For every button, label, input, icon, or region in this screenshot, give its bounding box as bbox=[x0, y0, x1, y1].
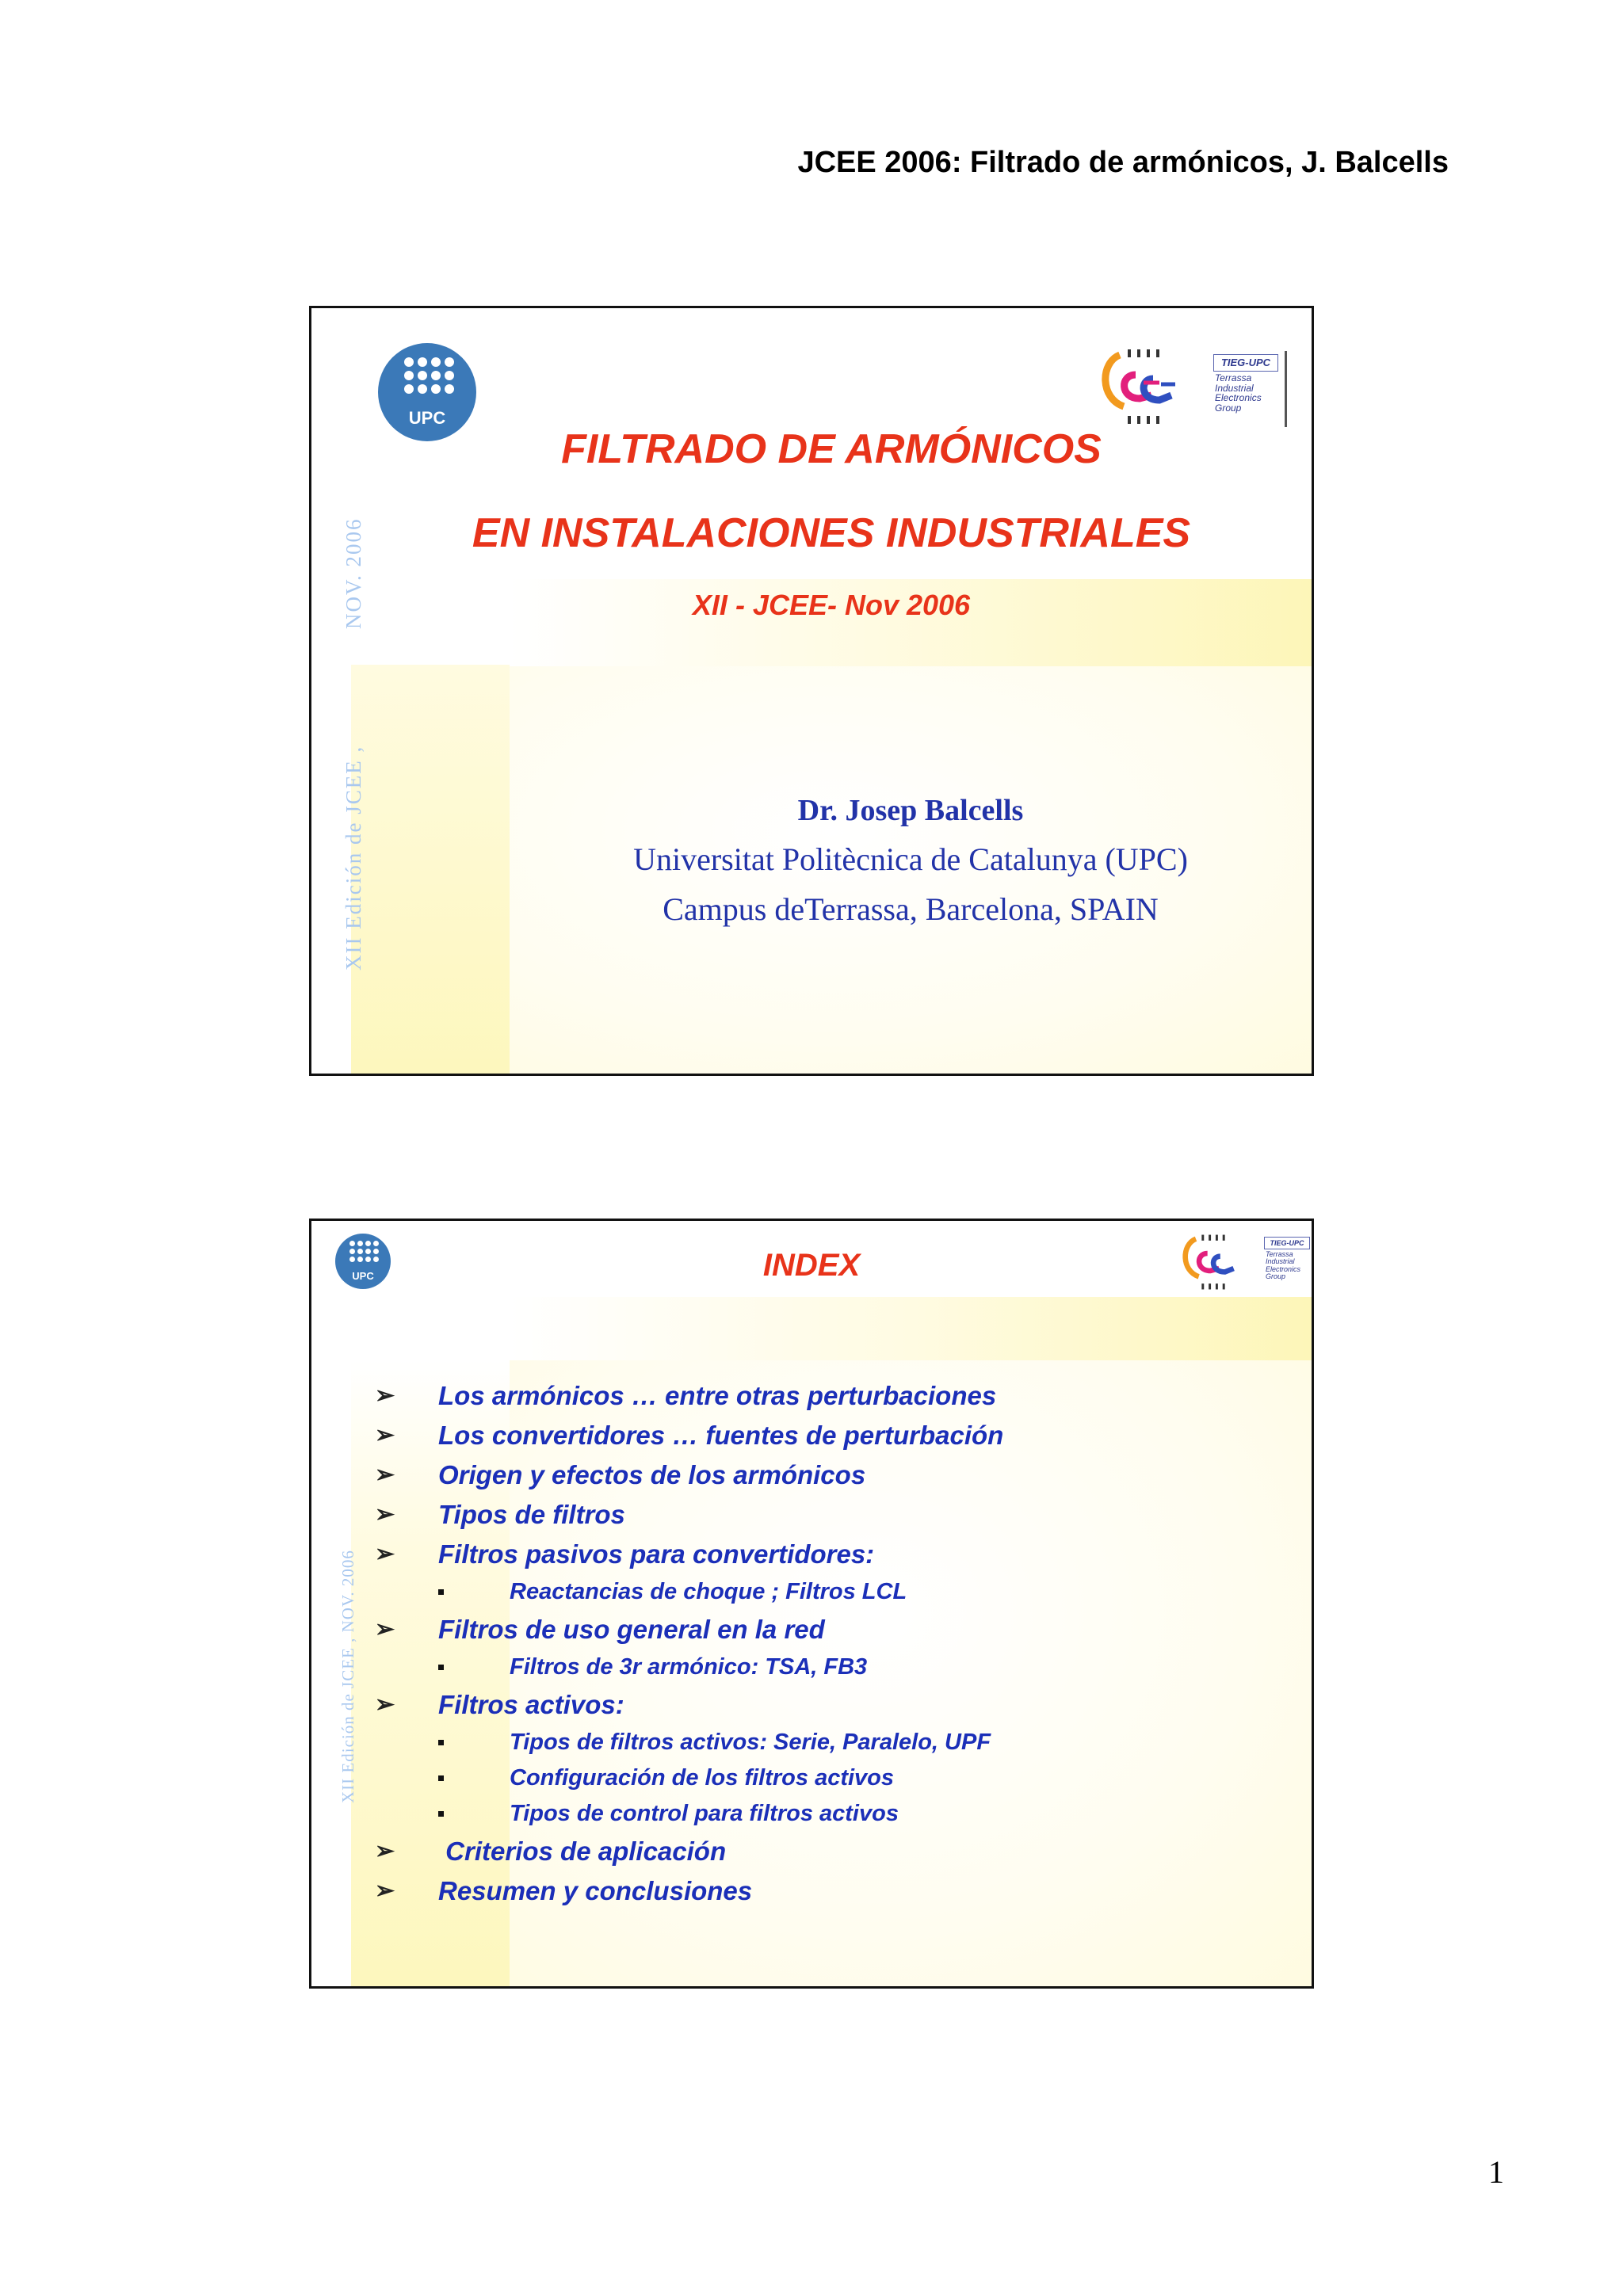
slide-subtitle: XII - JCEE- Nov 2006 bbox=[692, 589, 971, 621]
title-slide bbox=[309, 306, 1314, 1076]
index-item: ➢ Los convertidores … fuentes de perturbación bbox=[375, 1416, 1003, 1455]
author-location: Campus deTerrassa, Barcelona, SPAIN bbox=[663, 891, 1159, 927]
index-subitem: Filtros de 3r armónico: TSA, FB3 bbox=[375, 1650, 1003, 1685]
bullet-arrow-icon: ➢ bbox=[375, 1691, 395, 1718]
index-item: ➢ Criterios de aplicación bbox=[375, 1832, 1003, 1871]
bullet-arrow-icon: ➢ bbox=[375, 1501, 395, 1527]
tieg-divider bbox=[1285, 351, 1287, 427]
page-number: 1 bbox=[1488, 2154, 1504, 2190]
bullet-square-icon bbox=[438, 1740, 444, 1745]
index-subitem: Tipos de control para filtros activos bbox=[375, 1796, 1003, 1832]
index-item: ➢ Tipos de filtros bbox=[375, 1495, 1003, 1535]
side-date-text: NOV. 2006 bbox=[342, 517, 365, 629]
index-title: INDEX bbox=[762, 1248, 861, 1283]
bullet-arrow-icon: ➢ bbox=[375, 1616, 395, 1642]
index-item: ➢ Los armónicos … entre otras perturbaciones bbox=[375, 1376, 1003, 1416]
tieg-subtitle: Terrassa Industrial Electronics Group bbox=[1215, 372, 1262, 414]
slide-title-line2: EN INSTALACIONES INDUSTRIALES bbox=[472, 510, 1191, 556]
bullet-arrow-icon: ➢ bbox=[375, 1462, 395, 1488]
bullet-arrow-icon: ➢ bbox=[375, 1422, 395, 1448]
slide-band-left bbox=[351, 665, 510, 1076]
upc-logo-text: UPC bbox=[352, 1270, 374, 1282]
bullet-square-icon bbox=[438, 1589, 444, 1595]
upc-logo-text: UPC bbox=[408, 408, 446, 428]
index-item: ➢ Filtros activos: bbox=[375, 1685, 1003, 1725]
tieg-box-label: TIEG-UPC bbox=[1264, 1237, 1310, 1249]
index-subitem: Tipos de filtros activos: Serie, Paralelo, UPF bbox=[375, 1725, 1003, 1760]
tieg-logo bbox=[1096, 343, 1290, 430]
tieg-box-label: TIEG-UPC bbox=[1213, 354, 1278, 372]
bullet-square-icon bbox=[438, 1775, 444, 1781]
slide-title-line1: FILTRADO DE ARMÓNICOS bbox=[561, 426, 1102, 472]
tieg-subtitle: Terrassa Industrial Electronics Group bbox=[1266, 1250, 1301, 1281]
author-name: Dr. Josep Balcells bbox=[797, 794, 1024, 827]
index-subitem: Reactancias de choque ; Filtros LCL bbox=[375, 1574, 1003, 1610]
bullet-arrow-icon: ➢ bbox=[375, 1838, 395, 1864]
index-list bbox=[375, 1376, 1003, 1911]
bullet-arrow-icon: ➢ bbox=[375, 1383, 395, 1409]
side-edition-text: XII Edición de JCEE , bbox=[342, 745, 365, 971]
index-item: ➢ Origen y efectos de los armónicos bbox=[375, 1455, 1003, 1495]
bullet-arrow-icon: ➢ bbox=[375, 1878, 395, 1904]
bullet-arrow-icon: ➢ bbox=[375, 1541, 395, 1567]
page-header: JCEE 2006: Filtrado de armónicos, J. Balcells bbox=[797, 146, 1449, 179]
slide-band-top bbox=[510, 1297, 1314, 1360]
index-item: ➢ Filtros pasivos para convertidores: bbox=[375, 1535, 1003, 1574]
index-slide bbox=[309, 1219, 1314, 1989]
index-item: ➢ Filtros de uso general en la red bbox=[375, 1610, 1003, 1650]
bullet-square-icon bbox=[438, 1811, 444, 1817]
side-edition-text: XII Edición de JCEE , NOV. 2006 bbox=[338, 1550, 357, 1803]
author-affiliation: Universitat Politècnica de Catalunya (UPC) bbox=[633, 841, 1188, 877]
index-item: ➢ Resumen y conclusiones bbox=[375, 1871, 1003, 1911]
index-subitem: Configuración de los filtros activos bbox=[375, 1760, 1003, 1796]
bullet-square-icon bbox=[438, 1665, 444, 1670]
tieg-graphic-icon bbox=[1096, 343, 1191, 430]
